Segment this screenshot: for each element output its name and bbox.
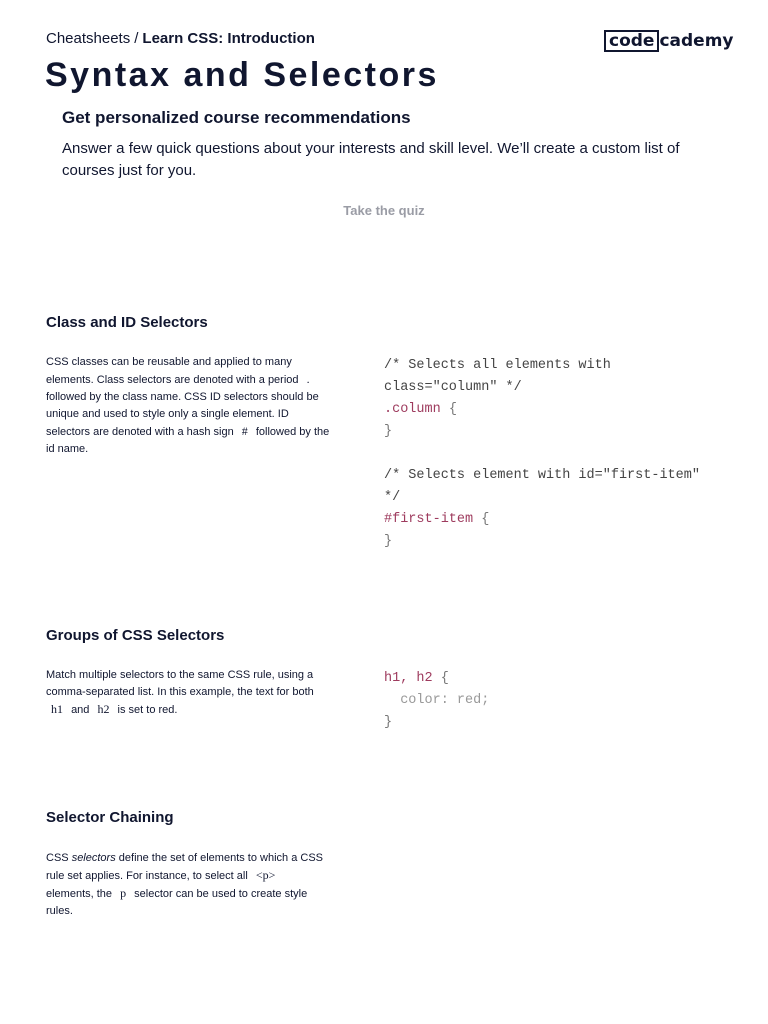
desc-text: selector can be used to create style rules. (46, 888, 308, 917)
code-brace-open: { (432, 671, 449, 686)
code-brace-close: } (384, 715, 393, 730)
desc-text: CSS (46, 852, 69, 864)
code-comment: /* Selects all elements with (384, 358, 611, 373)
section-title-class-id: Class and ID Selectors (46, 314, 208, 331)
code-comment: class="column" */ (384, 380, 522, 395)
desc-text: elements, the (46, 888, 113, 900)
page-title: Syntax and Selectors (45, 56, 439, 94)
inline-code-p: p (120, 886, 127, 900)
inline-code-h1: h1 (51, 702, 63, 716)
breadcrumb (46, 30, 315, 48)
code-comment: */ (384, 490, 401, 505)
breadcrumb-current[interactable]: Learn CSS: Introduction (142, 30, 315, 47)
code-property: color (400, 693, 441, 708)
desc-emphasis: selectors (71, 852, 116, 864)
code-brace-close: } (384, 424, 393, 439)
code-comment: /* Selects element with id="first-item" (384, 468, 700, 483)
breadcrumb-root-link[interactable]: Cheatsheets (46, 30, 131, 47)
desc-text: is set to red. (117, 704, 178, 716)
code-value: red; (456, 693, 490, 708)
section-title-chaining: Selector Chaining (46, 809, 174, 826)
code-brace-close: } (384, 534, 393, 549)
logo-box-text: code (604, 30, 659, 52)
desc-text: CSS classes can be reusable and applied to many elements. Class selectors are denoted with a period (46, 356, 299, 386)
code-brace-open: { (440, 402, 457, 417)
desc-text: and (71, 704, 90, 716)
codecademy-logo[interactable] (604, 29, 734, 53)
groups-description (46, 667, 331, 719)
code-colon: : (440, 693, 457, 708)
inline-code-h2: h2 (97, 702, 110, 716)
code-selector: h1, h2 (384, 671, 433, 686)
take-quiz-link[interactable]: Take the quiz (343, 203, 425, 218)
section-title-groups: Groups of CSS Selectors (46, 627, 225, 644)
recommendation-text: Answer a few quick questions about your interests and skill level. We’ll create a custom list of courses just for you. (62, 140, 680, 179)
inline-code-p-tag: <p> (255, 868, 276, 882)
code-selector: #first-item (384, 512, 474, 527)
recommendation-title: Get personalized course recommendations (62, 108, 411, 127)
code-selector: .column (384, 402, 441, 417)
desc-text: define the set of elements to which a CSS rule set applies. For instance, to select all (46, 852, 324, 882)
desc-text: Match multiple selectors to the same CSS rule, using a comma-separated list. In this example, the text for both (46, 669, 314, 698)
code-brace-open: { (473, 512, 490, 527)
inline-code-hash: # (241, 424, 248, 438)
chaining-description (46, 850, 331, 920)
desc-text: followed by the class name. CSS ID selectors should be unique and used to style only a single element. ID selectors are denoted with a hash sign (46, 391, 319, 438)
groups-code-block (384, 668, 489, 734)
class-id-code-block (384, 355, 700, 553)
logo-rest-text: cademy (659, 31, 734, 51)
desc-text: followed by the id name. (46, 426, 330, 455)
class-id-description (46, 354, 331, 458)
inline-code-period: . (306, 372, 310, 386)
breadcrumb-separator: / (134, 30, 139, 47)
